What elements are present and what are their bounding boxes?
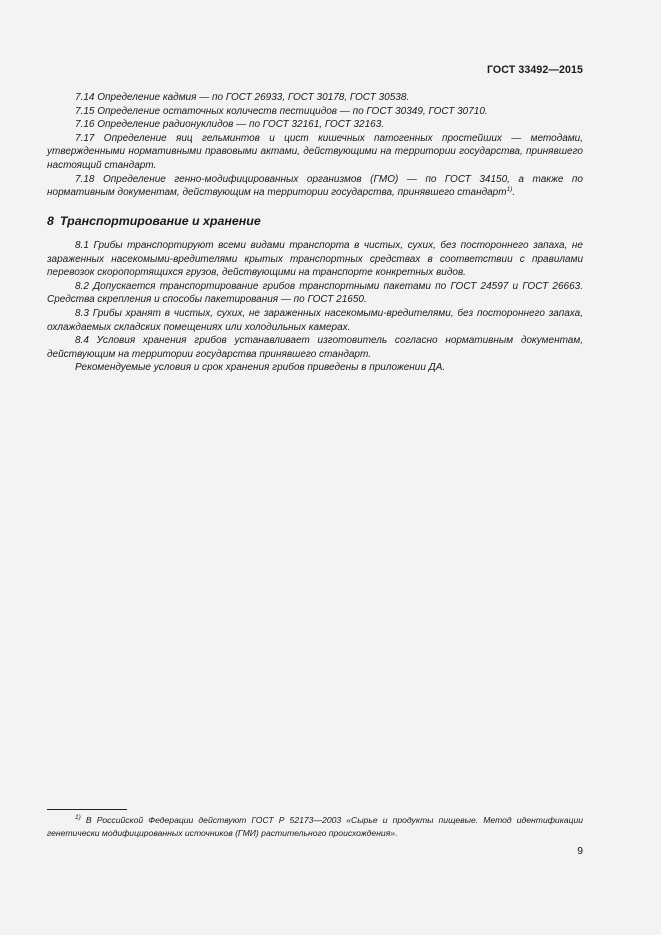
paragraph-7-18-text: 7.18 Определение генно-модифицированных организмов (ГМО) — по ГОСТ 34150, а также по нормативным документам, действующим на территории государства, принявшего стандарт — [47, 173, 583, 199]
section-8-title: Транспортирование и хранение — [59, 214, 261, 228]
document-id-header: ГОСТ 33492—2015 — [486, 64, 583, 76]
footnote-separator — [47, 809, 127, 810]
footnote-marker: 1) — [75, 814, 81, 821]
paragraph-8-3: 8.3 Грибы хранят в чистых, сухих, не зараженных насекомыми-вредителями, без постороннего запаха, охлаждаемых складских помещениях или холодильных камерах. — [47, 307, 583, 333]
footnote-text: В Российской Федерации действуют ГОСТ Р 52173—2003 «Сырье и продукты пищевые. Метод идентификации генетически модифицированных источников (ГМИ) растительного происхождения». — [47, 815, 583, 838]
paragraph-7-18-end: . — [512, 187, 516, 199]
paragraph-7-17: 7.17 Определение яиц гельминтов и цист кишечных патогенных простейших — методами, утвержденными нормативными правовыми актами, действующими на территории государства, принявшего настоящий стандарт. — [47, 132, 583, 171]
footnote — [47, 814, 583, 839]
section-8-body — [47, 239, 583, 375]
paragraph-8-2: 8.2 Допускается транспортирование грибов транспортными пакетами по ГОСТ 24597 и ГОСТ 26663. Средства скрепления и способы пакетирования — по ГОСТ 21650. — [47, 280, 583, 306]
paragraph-7-14: 7.14 Определение кадмия — по ГОСТ 26933, ГОСТ 30178, ГОСТ 30538. — [75, 92, 410, 103]
section-7-continuation — [47, 91, 583, 200]
footnote-paragraph — [47, 814, 583, 839]
paragraph-7-18 — [47, 173, 583, 200]
section-8-heading — [47, 214, 261, 228]
paragraph-8-1: 8.1 Грибы транспортируют всеми видами транспорта в чистых, сухих, без постороннего запаха, не зараженных насекомыми-вредителями крытых транспортных средствах в соответствии с правилами перевозок скоропортящихся грузов, действующими на транспорте конкретных видов. — [47, 240, 583, 279]
paragraph-7-16: 7.16 Определение радионуклидов — по ГОСТ 32161, ГОСТ 32163. — [75, 119, 385, 131]
page-number: 9 — [577, 846, 583, 857]
footnote-reference[interactable]: 1) — [506, 186, 513, 194]
paragraph-8-4: 8.4 Условия хранения грибов устанавливает изготовитель согласно нормативным документам, действующим на территории государства принявшего стандарт. — [47, 335, 583, 360]
paragraph-7-15: 7.15 Определение остаточных количеств пестицидов — по ГОСТ 30349, ГОСТ 30710. — [75, 105, 488, 117]
section-8-number: 8 — [47, 214, 54, 228]
paragraph-storage-note: Рекомендуемые условия и срок хранения грибов приведены в приложении ДА. — [75, 362, 446, 374]
